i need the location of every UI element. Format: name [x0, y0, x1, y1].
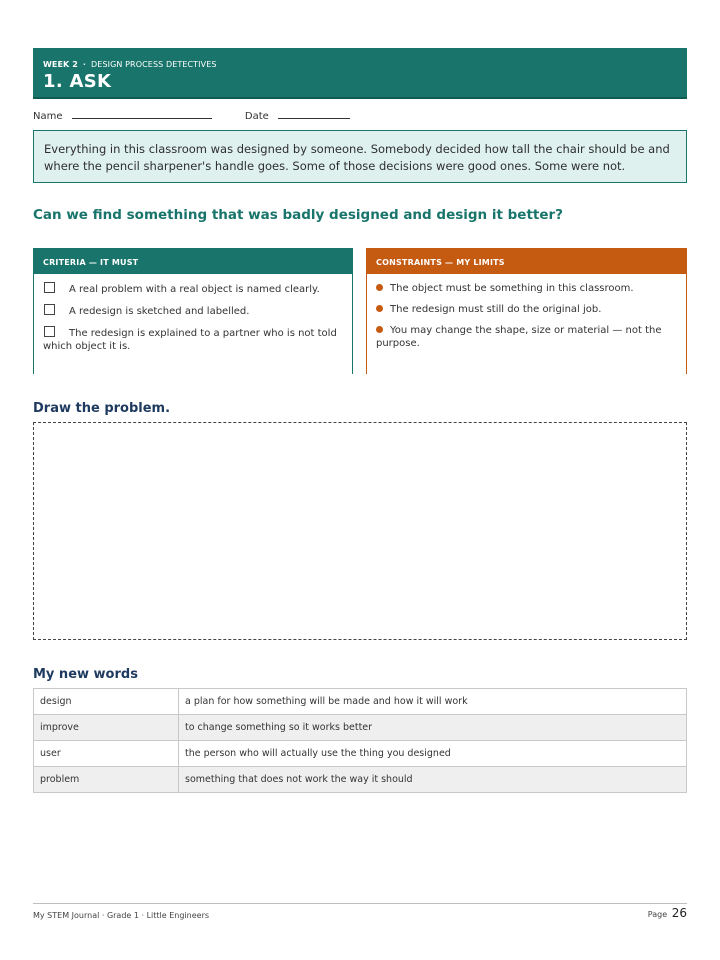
table-row	[34, 767, 687, 793]
vocab-definition: a plan for how something will be made and how it will work	[179, 689, 687, 715]
constraints-list	[367, 274, 686, 375]
criteria-heading: CRITERIA — IT MUST	[34, 249, 352, 274]
draw-section-label: Draw the problem.	[33, 401, 171, 416]
constraint-item: You may change the shape, size or material — not the purpose.	[376, 325, 662, 349]
page-number: 26	[671, 906, 687, 920]
constraints-heading: CONSTRAINTS — MY LIMITS	[367, 249, 686, 274]
name-field[interactable]	[72, 109, 212, 119]
bullet-icon	[376, 305, 383, 312]
drawing-area[interactable]	[33, 422, 687, 640]
vocab-definition: to change something so it works better	[179, 715, 687, 741]
page-footer	[33, 903, 687, 923]
criteria-box	[33, 248, 353, 374]
page-title: 1. ASK	[43, 71, 112, 92]
date-label: Date	[244, 111, 269, 122]
week-label: WEEK 2	[43, 60, 78, 69]
date-field[interactable]	[278, 109, 350, 119]
vocab-term: improve	[34, 715, 179, 741]
header-kicker	[43, 60, 677, 69]
bullet-icon	[376, 284, 383, 291]
name-date-row	[33, 109, 350, 122]
page-header	[33, 48, 687, 99]
criteria-item: A redesign is sketched and labelled.	[43, 304, 343, 318]
intro-box: Everything in this classroom was designed by someone. Somebody decided how tall the chair should be and where the pencil sharpener's handle goes. Some of those decisions were good ones. Some were not.	[33, 130, 687, 183]
table-row	[34, 741, 687, 767]
constraint-item: The object must be something in this classroom.	[376, 282, 677, 295]
checkbox-icon[interactable]	[44, 304, 55, 315]
page-number-block	[648, 906, 687, 920]
vocab-term: user	[34, 741, 179, 767]
series-label: DESIGN PROCESS DETECTIVES	[91, 60, 217, 69]
criteria-list	[34, 274, 352, 375]
driving-question: Can we find something that was badly designed and design it better?	[33, 207, 564, 223]
checkbox-icon[interactable]	[44, 282, 55, 293]
kicker-separator: ·	[82, 60, 87, 69]
vocab-heading: My new words	[33, 667, 138, 682]
vocab-term: design	[34, 689, 179, 715]
vocab-definition: the person who will actually use the thing you designed	[179, 741, 687, 767]
page-label: Page	[647, 910, 668, 919]
table-row	[34, 715, 687, 741]
constraints-box	[366, 248, 687, 374]
checkbox-icon[interactable]	[44, 326, 55, 337]
table-row	[34, 689, 687, 715]
vocab-table	[33, 688, 687, 793]
criteria-item: The redesign is explained to a partner who is not told which object it is.	[43, 328, 337, 352]
name-label: Name	[33, 111, 63, 122]
vocab-term: problem	[34, 767, 179, 793]
constraint-item: The redesign must still do the original job.	[376, 303, 677, 316]
bullet-icon	[376, 326, 383, 333]
vocab-definition: something that does not work the way it should	[179, 767, 687, 793]
footer-journal-title: My STEM Journal · Grade 1 · Little Engineers	[33, 911, 210, 920]
criteria-item: A real problem with a real object is named clearly.	[43, 282, 343, 296]
